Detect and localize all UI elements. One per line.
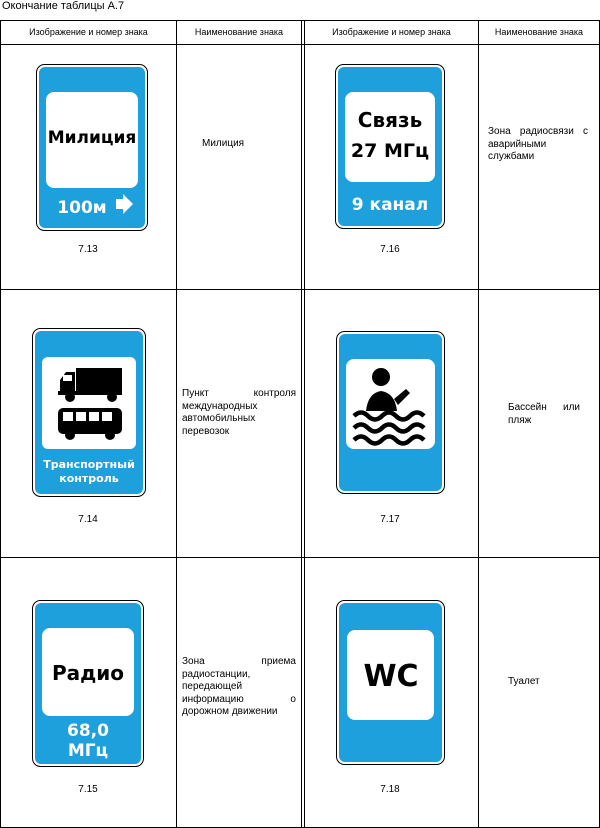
- sign-7-18-panel-text: WC: [363, 659, 419, 694]
- sign-7-13-name: Милиция: [202, 138, 245, 149]
- sign-7-14-image: [32, 328, 146, 497]
- sign-7-17-number: 7.17: [380, 514, 400, 525]
- sign-7-16-channel-text: 9 канал: [351, 195, 429, 215]
- sign-7-13-number: 7.13: [78, 244, 98, 255]
- sign-7-14-line2: контроль: [59, 472, 119, 485]
- sign-7-15-unit-text: МГц: [67, 741, 109, 761]
- header-name-column-right: Наименование знака: [494, 27, 584, 37]
- sign-7-15-image: [32, 600, 144, 767]
- sign-7-17-name: Бассейн или пляж: [508, 402, 580, 426]
- header-image-column-right: Изображение и номер знака: [332, 27, 451, 37]
- sign-7-15-frequency-text: 68,0: [67, 721, 109, 741]
- sign-7-14-number: 7.14: [78, 514, 98, 525]
- sign-7-18-name: Туалет: [508, 676, 540, 687]
- sign-7-18-image: [336, 600, 445, 765]
- sign-7-15-panel-text: Радио: [51, 661, 125, 685]
- header-image-column-left: Изображение и номер знака: [29, 27, 148, 37]
- sign-7-13-image: [36, 64, 148, 231]
- sign-7-15-number: 7.15: [78, 784, 98, 795]
- sign-7-16-panel-line1: Связь: [357, 108, 423, 132]
- sign-7-13-panel-text: Милиция: [47, 128, 137, 148]
- sign-7-16-image: [335, 64, 445, 229]
- table-continuation-caption: Окончание таблицы А.7: [2, 0, 125, 12]
- sign-7-14-line1: Транспортный: [43, 458, 135, 471]
- sign-7-16-number: 7.16: [380, 244, 400, 255]
- sign-7-16-name: Зона радиосвязи с аварийными службами: [488, 126, 588, 162]
- sign-7-18-number: 7.18: [380, 784, 400, 795]
- sign-7-14-name: Пункт контроля международных автомобильных перевозок: [182, 388, 296, 437]
- sign-7-17-image: [336, 331, 445, 494]
- sign-7-13-distance-text: 100м: [57, 198, 107, 218]
- sign-7-15-name: Зона приема радиостанции, передающей информацию о дорожном движении: [182, 656, 296, 717]
- sign-7-16-panel-line2: 27 МГц: [350, 140, 430, 162]
- header-name-column-left: Наименование знака: [194, 27, 284, 37]
